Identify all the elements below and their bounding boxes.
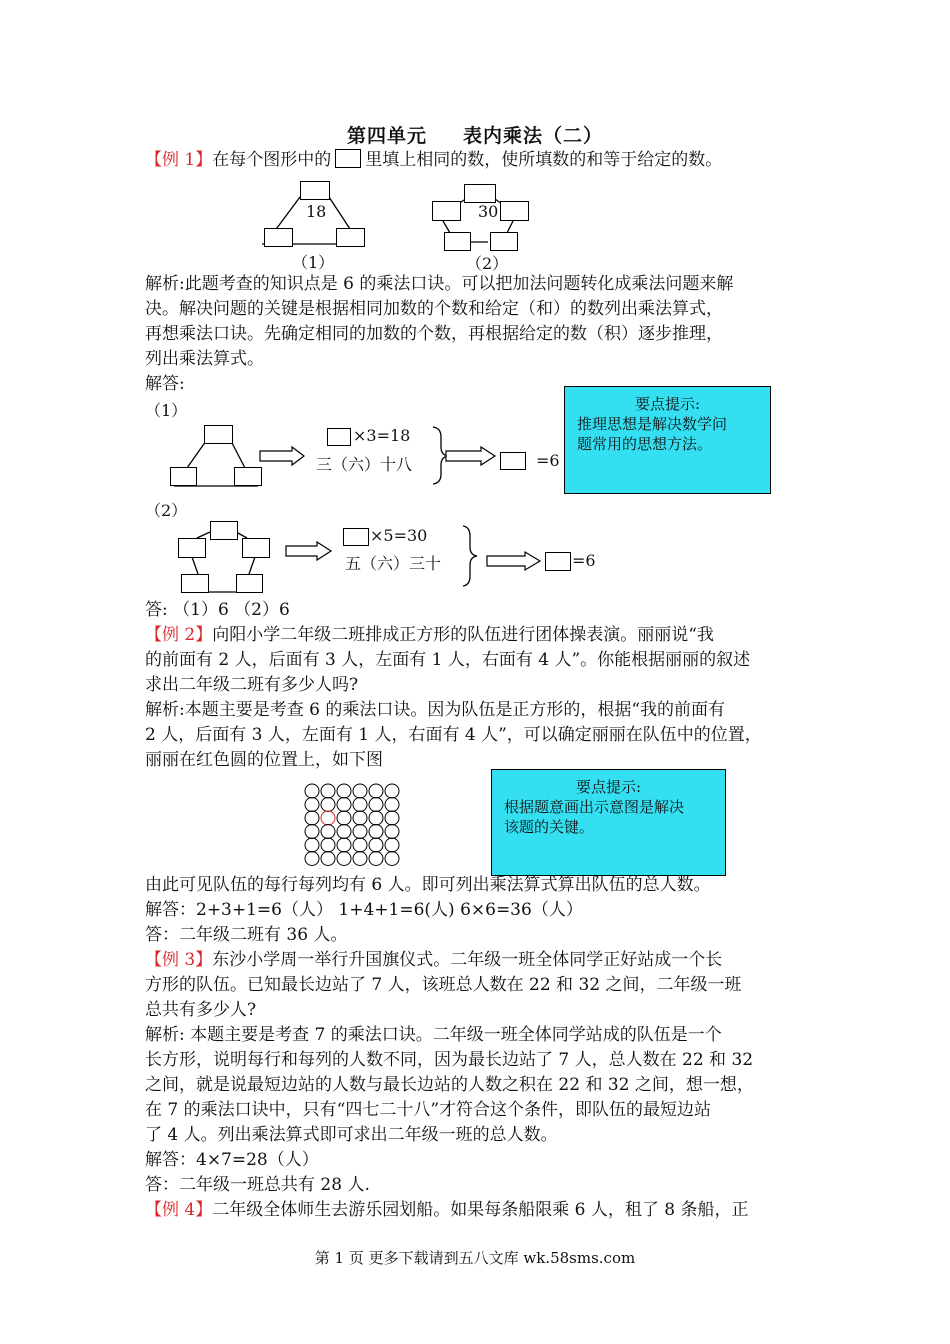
student-circle [321, 852, 335, 866]
tip-body-line: 该题的关键。 [504, 818, 595, 836]
ex1-analysis-line: 解析:此题考查的知识点是 6 的乘法口诀。可以把加法问题转化成乘法问题来解 [145, 274, 734, 294]
student-circle [369, 811, 383, 825]
ex2-analysis-line: 丽丽在红色圆的位置上，如下图 [145, 750, 383, 770]
student-circle [337, 811, 351, 825]
student-circle [385, 811, 399, 825]
student-circle [305, 852, 319, 866]
student-circle [321, 798, 335, 812]
ex1-analysis-line: 再想乘法口诀。先确定相同的加数的个数，再根据给定的数（积）逐步推理， [145, 324, 723, 344]
part1-verse: 三（六）十八 [316, 455, 413, 474]
ex2-after: 由此可见队伍的每行每列均有 6 人。即可列出乘法算式算出队伍的总人数。 [145, 875, 711, 895]
part1-result-box [500, 452, 526, 470]
ex1-question-b: 里填上相同的数，使所填数的和等于给定的数。 [365, 150, 723, 170]
ex1-answer-label: 解答: [145, 374, 185, 394]
student-circle [337, 838, 351, 852]
student-circle [353, 798, 367, 812]
student-circle [353, 811, 367, 825]
ex2-question-line [145, 623, 714, 647]
student-circle [369, 784, 383, 798]
student-circle [353, 838, 367, 852]
student-circle [321, 784, 335, 798]
ex1-analysis-line: 列出乘法算式。 [145, 349, 264, 369]
part2-bottom-left-box [181, 574, 209, 593]
student-circle [385, 852, 399, 866]
ex2-analysis-line: 2 人，后面有 3 人，左面有 1 人，右面有 4 人”，可以确定丽丽在队伍中的位置， [145, 725, 762, 745]
student-circle [369, 825, 383, 839]
part1-left-box [170, 467, 197, 486]
ex3-solution: 解答：4×7=28（人） [145, 1150, 319, 1170]
student-circle [385, 784, 399, 798]
part1-eq-box [327, 428, 351, 446]
ex1-part2-label: （2） [145, 501, 188, 520]
ex3-analysis-line: 了 4 人。列出乘法算式即可求出二年级一班的总人数。 [145, 1125, 558, 1145]
lili-red-circle [321, 811, 335, 825]
ex3-question-a: 东沙小学周一举行升国旗仪式。二年级一班全体同学正好站成一个长 [212, 950, 723, 970]
fig2-sum: 30 [478, 202, 499, 221]
part2-result: =6 [572, 551, 596, 570]
topic-title: 表内乘法（二） [463, 125, 604, 147]
part1-right-box [234, 467, 262, 486]
student-circle [305, 784, 319, 798]
part1-result: =6 [536, 451, 560, 470]
ex1-question-a: 在每个图形中的 [212, 150, 332, 170]
ex1-part1-label: （1） [145, 401, 188, 420]
unit-title: 第四单元 [346, 125, 427, 147]
student-circle [369, 852, 383, 866]
student-circle [369, 838, 383, 852]
student-circle [321, 838, 335, 852]
student-circle [305, 798, 319, 812]
ex3-tag: 【例 3】 [145, 950, 213, 970]
student-circle [305, 825, 319, 839]
ex3-analysis-line: 长方形，说明每行和每列的人数不同，因为最长边站了 7 人，总人数在 22 和 32 [145, 1050, 754, 1070]
student-circle [337, 798, 351, 812]
part2-bottom-right-box [236, 574, 263, 593]
part1-equation: ×3=18 [353, 426, 411, 445]
part2-eq-box [343, 528, 369, 546]
student-circle [369, 798, 383, 812]
part1-diagram [0, 0, 950, 600]
tip-body-line: 题常用的思想方法。 [577, 435, 713, 453]
student-circle [337, 852, 351, 866]
ex2-question-line: 的前面有 2 人，后面有 3 人，左面有 1 人，右面有 4 人”。你能根据丽丽的叙述 [145, 650, 751, 670]
student-circle [337, 784, 351, 798]
student-circle [305, 838, 319, 852]
page-footer: 第 1 页 更多下载请到五八文库 wk.58sms.com [314, 1249, 636, 1267]
student-circle [385, 825, 399, 839]
ex2-analysis-line: 解析:本题主要是考查 6 的乘法口诀。因为队伍是正方形的，根据“我的前面有 [145, 700, 726, 720]
part2-left-box [178, 538, 206, 558]
part2-top-box [210, 521, 238, 540]
tip-box-2 [491, 769, 726, 876]
ex3-analysis-line: 在 7 的乘法口诀中，只有“四七二十八”才符合这个条件，即队伍的最短边站 [145, 1100, 712, 1120]
formation-circle-grid [304, 783, 404, 867]
student-circle [337, 825, 351, 839]
student-circle [385, 838, 399, 852]
ex2-question-a: 向阳小学二年级二班排成正方形的队伍进行团体操表演。丽丽说“我 [212, 625, 714, 645]
fig1-sum: 18 [306, 202, 327, 221]
tip-body-line: 推理思想是解决数学问 [577, 415, 728, 433]
ex2-final-answer: 答：二年级二班有 36 人。 [145, 925, 348, 945]
tip-head: 要点提示: [634, 395, 701, 413]
ex3-final-answer: 答：二年级一班总共有 28 人. [145, 1175, 370, 1195]
student-circle [305, 811, 319, 825]
ex2-question-line: 求出二年级二班有多少人吗? [145, 675, 359, 695]
ex1-tag: 【例 1】 [145, 150, 213, 170]
part2-result-box [545, 552, 571, 571]
tip-head: 要点提示: [575, 778, 642, 796]
ex3-analysis-line: 之间，就是说最短边站的人数与最长边站的人数之积在 22 和 32 之间，想一想， [145, 1075, 754, 1095]
student-circle [353, 852, 367, 866]
ex3-question-line: 方形的队伍。已知最长边站了 7 人，该班总人数在 22 和 32 之间，二年级一班 [145, 975, 742, 995]
ex3-analysis-line: 解析: 本题主要是考查 7 的乘法口诀。二年级一班全体同学站成的队伍是一个 [145, 1025, 722, 1045]
student-circle [353, 825, 367, 839]
tip-body-line: 根据题意画出示意图是解决 [504, 798, 685, 816]
ex2-solution: 解答：2+3+1=6（人） 1+4+1=6(人) 6×6=36（人） [145, 900, 583, 920]
ex2-tag: 【例 2】 [145, 625, 213, 645]
ex3-question-line [145, 948, 722, 972]
ex3-question-line: 总共有多少人? [145, 1000, 257, 1020]
part2-verse: 五（六）三十 [345, 554, 442, 573]
part2-equation: ×5=30 [370, 526, 428, 545]
ex4-question: 二年级全体师生去游乐园划船。如果每条船限乘 6 人，租了 8 条船，正 [212, 1200, 749, 1220]
ex4-question-line [145, 1198, 748, 1222]
student-circle [321, 825, 335, 839]
part2-right-box [242, 538, 270, 558]
fig2-label: （2） [466, 254, 509, 273]
ex1-analysis-line: 决。解决问题的关键是根据相同加数的个数和给定（和）的数列出乘法算式， [145, 299, 723, 319]
fig1-label: （1） [292, 253, 335, 272]
ex1-final-answer: 答: （1）6 （2）6 [145, 600, 290, 620]
part1-top-box [204, 425, 233, 444]
student-circle [353, 784, 367, 798]
student-circle [385, 798, 399, 812]
ex4-tag: 【例 4】 [145, 1200, 213, 1220]
